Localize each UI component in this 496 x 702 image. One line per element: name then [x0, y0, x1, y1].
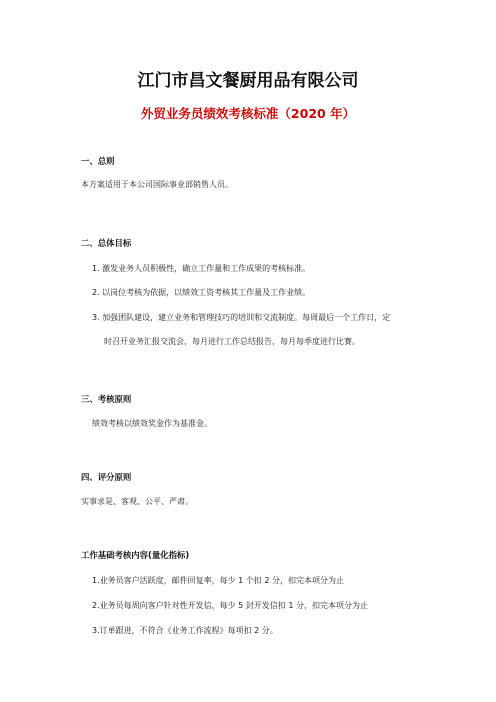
section-line: 1. 激发业务人员积极性，确立工作量和工作成果的考核标准。: [92, 264, 311, 273]
document-subtitle: 外贸业务员绩效考核标准（2020 年）: [140, 106, 356, 121]
section-line: 实事求是、客观、公平、严肃。: [81, 497, 193, 506]
section-heading-scoring: 四、评分原则: [81, 472, 132, 482]
section-line: 3.订单跟进，不符合《业务工作流程》每项扣 2 分。: [92, 626, 278, 635]
section-line: 3. 加强团队建设，建立业务和管理技巧的培训和交流制度。每周最后一个工作日，定: [92, 313, 391, 322]
section-line: 2.业务员每周向客户针对性开发信，每少 5 封开发信扣 1 分，扣完本项分为止: [92, 601, 368, 610]
section-line: 绩效考核以绩效奖金作为基准金。: [92, 419, 212, 428]
section-line: 本方案适用于本公司国际事业部销售人员。: [81, 180, 233, 189]
section-heading-principles: 三、考核原则: [81, 394, 132, 404]
section-heading-general: 一、总则: [81, 156, 115, 166]
section-line: 2. 以岗位考核为依据，以绩效工资考核其工作量及工作业绩。: [92, 288, 311, 297]
section-line: 1.业务员客户活跃度，邮件回复率，每少 1 个扣 2 分，扣完本项分为止: [92, 576, 344, 585]
section-line: 时召开业务汇报交流会，每月进行工作总结报告，每月每季度进行比赛。: [104, 337, 360, 346]
company-title: 江门市昌文餐厨用品有限公司: [137, 71, 359, 91]
section-heading-goals: 二、总体目标: [81, 238, 132, 248]
section-heading-basic-assessment: 工作基础考核内容(量化指标): [81, 550, 190, 560]
